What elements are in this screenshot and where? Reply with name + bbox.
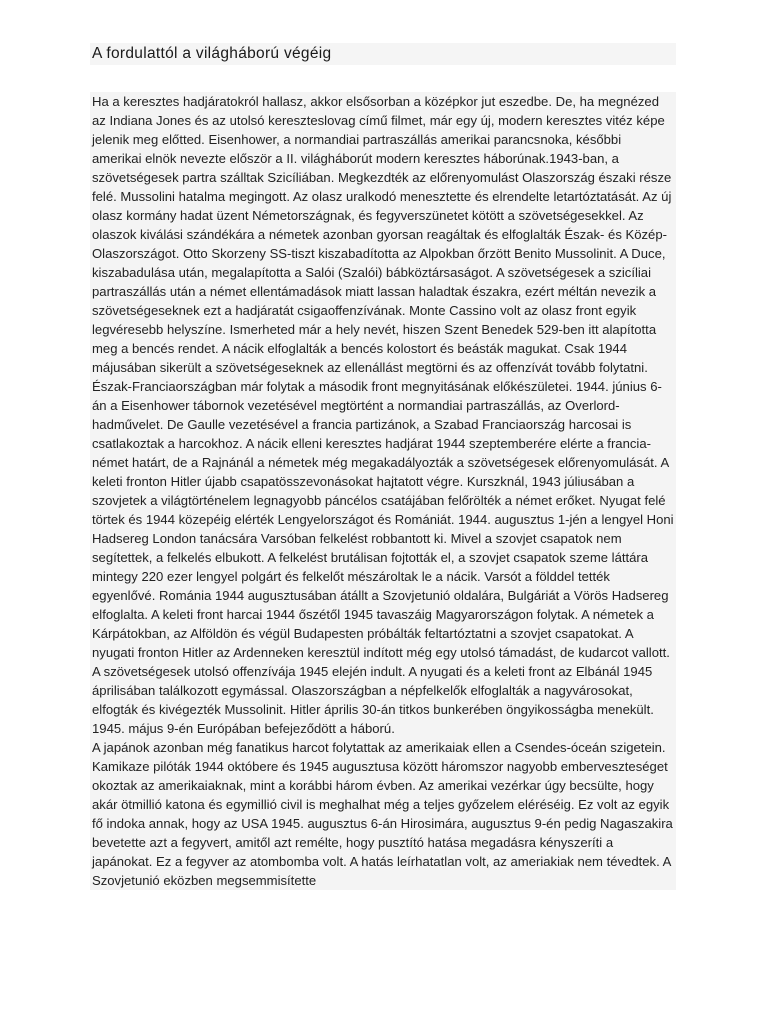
paragraph-italy-campaign: Ha a keresztes hadjáratokról hallasz, akkor elsősorban a középkor jut eszedbe. De, ha megnézed az Indiana Jones és az utolsó kereszteslovag című filmet, már egy új, modern keresztes vitéz képe jelenik meg előtted. Eisenhower, a normandiai partraszállás amerikai parancsnoka, későbbi amerikai elnök nevezte először a II. világháborút modern keresztes háborúnak.1943-ban, a szövetségesek partra szálltak Szicíliában. Megkezdték az előrenyomulást Olaszország északi része felé. Mussolini hatalma megingott. Az olasz uralkodó menesztette és elrendelte letartóztatását. Az új olasz kormány hadat üzent Németországnak, és fegyverszünetet kötött a szövetségesekkel. Az olaszok kiválási szándékára a németek azonban gyorsan reagáltak és elfoglalták Észak- és Közép-Olaszországot. Otto Skorzeny SS-tiszt kiszabadította az Alpokban őrzött Benito Mussolinit. A Duce, kiszabadulása után, megalapította a Salói (Szalói) bábköztársaságot. A szövetségesek a szicíliai partraszállás után a német ellentámadások miatt lassan haladtak északra, ezért méltán nevezik a szövetségeseknek ezt a hadjáratát csigaoffenzívának. Monte Cassino volt az olasz front egyik legvéresebb helyszíne. Ismerheted már a hely nevét, hiszen Szent Benedek 529-ben itt alapította meg a bencés rendet. A nácik elfoglalták a bencés kolostort és beásták magukat. Csak 1944 májusában sikerült a szövetségeseknek az ellenállást megtörni és az offenzívát tovább folytatni. [92, 94, 672, 375]
paragraph-second-front: Észak-Franciaországban már folytak a második front megnyitásának előkészületei. 1944. június 6-án a Eisenhower tábornok vezetésével megtörtént a normandiai partraszállás, az Overlord-hadművelet. De Gaulle vezetésével a francia partizánok, a Szabad Franciaország harcosai is csatlakoztak a harcokhoz. A nácik elleni keresztes hadjárat 1944 szeptemberére elérte a francia-német határt, de a Rajnánál a németek még megakadályozták a szövetségesek előrenyomulását. A keleti fronton Hitler újabb csapatösszevonásokat hajtatott végre. Kurszknál, 1943 júliusában a szovjetek a világtörténelem legnagyobb páncélos csatájában felőrölték a német erőket. Nyugat felé törtek és 1944 közepéig elérték Lengyelországot és Romániát. 1944. augusztus 1-jén a lengyel Honi Hadsereg London tanácsára Varsóban felkelést robbantott ki. Mivel a szovjet csapatok nem segítettek, a felkelés elbukott. A felkelést brutálisan fojtották el, a szovjet csapatok szeme láttára mintegy 220 ezer lengyel polgárt és felkelőt mészároltak le a nácik. Varsót a földdel tették egyenlővé. Románia 1944 augusztusában átállt a Szovjetunió oldalára, Bulgáriát a Vörös Hadsereg elfoglalta. A keleti front harcai 1944 őszétől 1945 tavaszáig Magyarországon folytak. A németek a Kárpátokban, az Alföldön és végül Budapesten próbálták feltartóztatni a szovjet csapatokat. A nyugati fronton Hitler az Ardenneken keresztül indított még egy utolsó támadást, de kudarcot vallott. A szövetségesek utolsó offenzívája 1945 elején indult. A nyugati és a keleti front az Elbánál 1945 áprilisában találkozott egymással. Olaszországban a népfelkelők elfoglalták a nagyvárosokat, elfogták és kivégezték Mussolinit. Hitler április 30-án titkos bunkerében öngyikosságba menekült. 1945. május 9-én Európában befejeződött a háború. [92, 379, 674, 736]
article-body [90, 92, 676, 890]
page-title: A fordulattól a világháború végéig [90, 43, 676, 65]
paragraph-pacific-war: A japánok azonban még fanatikus harcot folytattak az amerikaiak ellen a Csendes-óceán szigetein. Kamikaze pilóták 1944 októbere és 1945 augusztusa között háromszor nagyobb emberveszteséget okoztak az amerikaiaknak, mint a korábbi három évben. Az amerikai vezérkar úgy becsülte, hogy akár ötmillió katona és egymillió civil is meghalhat még a teljes győzelem eléréséig. Ez volt az egyik fő indoka annak, hogy az USA 1945. augusztus 6-án Hirosimára, augusztus 9-én pedig Nagaszakira bevetette azt a fegyvert, amitől azt remélte, hogy pusztító hatása megadásra kényszeríti a japánokat. Ez a fegyver az atombomba volt. A hatás leírhatatlan volt, az ameriakiak nem tévedtek. A Szovjetunió eközben megsemmisítette [92, 740, 673, 888]
document-page [90, 43, 676, 890]
